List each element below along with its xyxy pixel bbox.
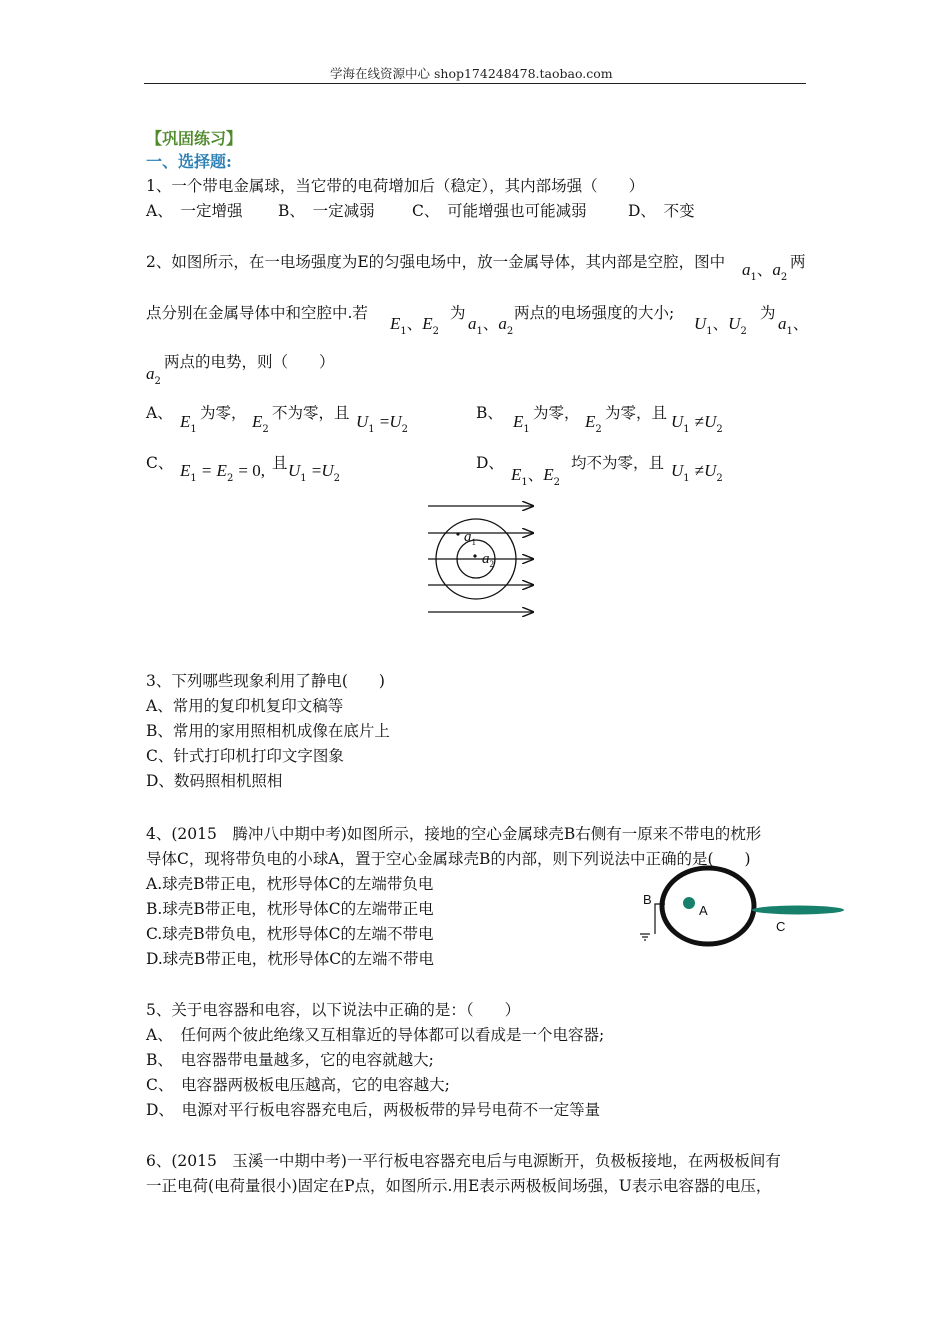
q4-shell-figure [620, 862, 850, 962]
q2-E1-E2-symbols: $E_1$、$E_2$ [390, 314, 440, 337]
q1-option-c: C、 可能增强也可能减弱 [412, 202, 587, 220]
q2-line2-part3: 两点的电场强度的大小; [514, 304, 675, 322]
q2-line1-tail: 两 [790, 253, 806, 271]
q2-option-b-text1: 为零， [533, 404, 580, 422]
q2-option-c-text1: 且 [272, 454, 288, 472]
header-rule [144, 83, 806, 84]
q3-option-d: D、数码照相机照相 [146, 772, 283, 790]
q2-option-d-text1: 均不为零，且 [571, 454, 665, 472]
q2-option-a-equation: $U_1 =U_2$ [356, 412, 408, 435]
q2-option-c-equation: $E_1 = E_2 = 0$, [180, 461, 265, 484]
q2-option-c-label: C、 [146, 454, 174, 472]
q2-line2-wei2: 为 [760, 304, 776, 322]
q4-line1: 4、(2015 腾冲八中期中考)如图所示，接地的空心金属球壳B右侧有一原来不带电的枕形 [146, 825, 762, 843]
metal-shell-B [662, 868, 754, 944]
q5-stem: 5、关于电容器和电容，以下说法中正确的是：（ ） [146, 1001, 521, 1019]
q5-option-a: A、 任何两个彼此绝缘又互相靠近的导体都可以看成是一个电容器; [146, 1026, 605, 1044]
point-a2 [473, 554, 476, 557]
q1-option-b: B、 一定减弱 [278, 202, 375, 220]
q2-option-b-equation: $U_1 \ne U_2$ [671, 412, 723, 435]
q2-line2-a-symbols: $a_1$、$a_2$ [468, 314, 514, 337]
q3-option-b: B、常用的家用照相机成像在底片上 [146, 722, 390, 740]
q2-line2-wei1: 为 [450, 304, 466, 322]
subsection-title: 一、选择题: [146, 152, 232, 171]
q4-option-d: D.球壳B带正电，枕形导体C的左端不带电 [146, 950, 435, 968]
q2-option-c-equation2: $U_1 =U_2$ [288, 461, 340, 484]
q3-option-a: A、常用的复印机复印文稿等 [146, 697, 344, 715]
q1-option-d: D、 不变 [628, 202, 695, 220]
q2-option-d-label: D、 [476, 454, 504, 472]
q5-option-c: C、 电容器两极板电压越高，它的电容越大; [146, 1076, 450, 1094]
q2-line3-a2-symbol: $a_2$ [146, 364, 161, 387]
q1-option-a: A、 一定增强 [146, 202, 243, 220]
label-C: C [776, 919, 786, 934]
q4-option-b: B.球壳B带正电，枕形导体C的左端带正电 [146, 900, 434, 918]
q6-line2: 一正电荷(电荷量很小)固定在P点，如图所示.用E表示两极板间场强，U表示电容器的电压， [146, 1177, 772, 1195]
q5-option-b: B、 电容器带电量越多，它的电容就越大; [146, 1051, 434, 1069]
q2-option-b-label: B、 [476, 404, 503, 422]
q2-line2-a1-symbol: $a_1$、 [778, 314, 809, 337]
q2-option-d-E1-E2: $E_1$、$E_2$ [511, 465, 561, 488]
q3-stem: 3、下列哪些现象利用了静电( ) [146, 672, 385, 690]
q2-line1: 2、如图所示，在一电场强度为E的匀强电场中，放一金属导体，其内部是空腔，图中 [146, 253, 726, 271]
q2-line2-part1: 点分别在金属导体中和空腔中.若 [146, 304, 368, 322]
q2-field-figure [420, 495, 545, 620]
q2-option-a-text2: 不为零，且 [272, 404, 350, 422]
q2-option-b-text2: 为零，且 [605, 404, 668, 422]
q2-option-a-E2: $E_2$ [252, 412, 269, 435]
q1-stem: 1、一个带电金属球，当它带的电荷增加后（稳定），其内部场强（ ） [146, 177, 645, 195]
section-title: 【巩固练习】 [146, 129, 243, 148]
q2-option-a-E1: $E_1$ [180, 412, 197, 435]
q4-option-a: A.球壳B带正电，枕形导体C的左端带负电 [146, 875, 434, 893]
q2-U1-U2-symbols: $U_1$、$U_2$ [694, 314, 747, 337]
q2-line3-tail: 两点的电势，则（ ） [164, 353, 335, 371]
point-a1 [456, 532, 459, 535]
q4-option-c: C.球壳B带负电，枕形导体C的左端不带电 [146, 925, 434, 943]
q5-option-d: D、 电源对平行板电容器充电后，两极板带的异号电荷不一定等量 [146, 1101, 601, 1119]
page-header: 学海在线资源中心 shop174248478.taobao.com [330, 66, 613, 81]
label-a2: $a_2$ [482, 551, 494, 569]
q2-option-a-text1: 为零， [200, 404, 247, 422]
q2-option-b-E1: $E_1$ [513, 412, 530, 435]
field-lines [428, 506, 533, 612]
label-a1: $a_1$ [464, 529, 476, 547]
q2-option-b-E2: $E_2$ [585, 412, 602, 435]
q2-a1-a2-symbols: $a_1$、$a_2$ [742, 260, 788, 283]
label-B: B [643, 892, 652, 907]
q4-line2: 导体C，现将带负电的小球A，置于空心金属球壳B的内部，则下列说法中正确的是( ) [146, 850, 751, 868]
q3-option-c: C、针式打印机打印文字图象 [146, 747, 344, 765]
q6-line1: 6、(2015 玉溪一中期中考)一平行板电容器充电后与电源断开，负极板接地，在两极板间有 [146, 1152, 781, 1170]
pillow-conductor-C [752, 906, 844, 915]
q2-option-a-label: A、 [146, 404, 173, 422]
charged-ball-A [683, 897, 695, 909]
q2-option-d-equation: $U_1 \ne U_2$ [671, 461, 723, 484]
label-A: A [699, 903, 708, 918]
